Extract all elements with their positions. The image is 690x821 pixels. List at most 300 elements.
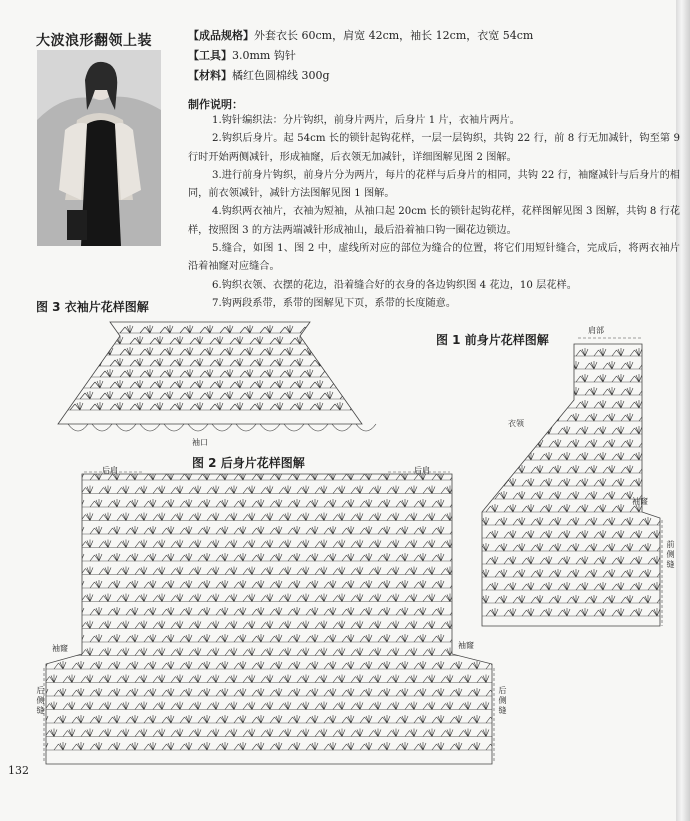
fan-stitch bbox=[600, 348, 606, 356]
chain-stitch bbox=[432, 402, 441, 408]
fan-stitch bbox=[213, 648, 219, 656]
fan-stitch bbox=[267, 369, 273, 377]
chain-stitch bbox=[18, 690, 27, 696]
chain-stitch bbox=[531, 488, 540, 494]
sleeve-diagram bbox=[0, 322, 690, 431]
fan-stitch bbox=[24, 499, 30, 507]
chain-stitch bbox=[9, 623, 18, 629]
fan-stitch bbox=[663, 621, 669, 629]
fan-stitch bbox=[294, 607, 300, 615]
fan-stitch bbox=[429, 621, 435, 629]
chain-stitch bbox=[369, 363, 378, 369]
fan-stitch bbox=[150, 661, 156, 669]
chain-stitch bbox=[657, 597, 666, 603]
fan-stitch bbox=[591, 648, 597, 656]
fan-stitch bbox=[672, 499, 678, 507]
chain-stitch bbox=[0, 428, 9, 434]
fan-stitch bbox=[7, 391, 13, 399]
fan-stitch bbox=[420, 607, 426, 615]
fan-stitch bbox=[636, 478, 642, 486]
chain-stitch bbox=[36, 376, 45, 382]
fan-stitch bbox=[617, 358, 623, 366]
chain-stitch bbox=[540, 350, 549, 356]
chain-stitch bbox=[189, 389, 198, 395]
chain-stitch bbox=[351, 441, 360, 447]
fan-stitch bbox=[573, 648, 579, 656]
cuff-scallop bbox=[188, 424, 208, 431]
chain-stitch bbox=[450, 382, 460, 388]
chain-stitch bbox=[380, 371, 390, 377]
chain-stitch bbox=[27, 597, 36, 603]
fan-stitch bbox=[348, 348, 354, 356]
fan-stitch bbox=[240, 472, 246, 480]
chain-stitch bbox=[459, 596, 468, 602]
fan-stitch bbox=[186, 742, 192, 750]
fan-stitch bbox=[42, 426, 48, 434]
fan-stitch bbox=[483, 387, 489, 395]
fan-stitch bbox=[582, 374, 588, 382]
cuff-scallop bbox=[140, 424, 160, 431]
fan-stitch bbox=[217, 336, 223, 344]
fan-stitch bbox=[78, 661, 84, 669]
fan-stitch bbox=[168, 661, 174, 669]
chain-stitch bbox=[486, 454, 495, 460]
chain-stitch bbox=[324, 428, 333, 434]
chain-stitch bbox=[324, 480, 333, 486]
fan-stitch bbox=[60, 472, 66, 480]
fan-stitch bbox=[258, 661, 264, 669]
chain-stitch bbox=[36, 506, 45, 512]
chain-stitch bbox=[648, 350, 657, 356]
fan-stitch bbox=[447, 387, 453, 395]
fan-stitch bbox=[456, 374, 462, 382]
chain-stitch bbox=[495, 415, 504, 421]
fan-stitch bbox=[537, 358, 543, 366]
fan-stitch bbox=[33, 540, 39, 548]
fan-stitch bbox=[60, 661, 66, 669]
fan-stitch bbox=[330, 661, 336, 669]
chain-stitch bbox=[513, 704, 522, 710]
fan-stitch bbox=[681, 540, 687, 548]
chain-stitch bbox=[370, 382, 380, 388]
chain-stitch bbox=[9, 493, 18, 499]
fan-stitch bbox=[249, 594, 255, 602]
fan-stitch bbox=[51, 361, 57, 369]
fan-stitch bbox=[222, 688, 228, 696]
chain-stitch bbox=[650, 360, 660, 366]
fan-stitch bbox=[141, 729, 147, 737]
fan-stitch bbox=[267, 675, 273, 683]
fan-stitch bbox=[636, 742, 642, 750]
chain-stitch bbox=[72, 501, 81, 507]
fan-stitch bbox=[456, 661, 462, 669]
chain-stitch bbox=[620, 327, 630, 333]
chain-stitch bbox=[18, 528, 27, 534]
chain-stitch bbox=[18, 717, 27, 723]
fan-stitch bbox=[582, 426, 588, 434]
fan-stitch bbox=[474, 634, 480, 642]
fan-stitch bbox=[107, 325, 113, 333]
fan-stitch bbox=[347, 391, 353, 399]
fan-stitch bbox=[303, 361, 309, 369]
chain-stitch bbox=[390, 404, 400, 410]
chain-stitch bbox=[414, 454, 423, 460]
fan-stitch bbox=[69, 702, 75, 710]
chain-stitch bbox=[585, 677, 594, 683]
fan-stitch bbox=[393, 439, 399, 447]
chain-stitch bbox=[420, 349, 430, 355]
fan-stitch bbox=[105, 361, 111, 369]
fan-stitch bbox=[78, 556, 84, 564]
chain-stitch bbox=[675, 623, 684, 629]
chain-stitch bbox=[10, 404, 20, 410]
fan-stitch bbox=[402, 499, 408, 507]
chain-stitch bbox=[72, 582, 81, 588]
chain-stitch bbox=[27, 515, 36, 521]
fan-stitch bbox=[582, 608, 588, 616]
chain-stitch bbox=[108, 532, 117, 538]
chain-stitch bbox=[135, 441, 144, 447]
fan-stitch bbox=[681, 387, 687, 395]
fan-stitch bbox=[347, 325, 353, 333]
fan-stitch bbox=[582, 715, 588, 723]
chain-stitch bbox=[414, 532, 423, 538]
chain-stitch bbox=[567, 515, 576, 521]
fan-stitch bbox=[285, 729, 291, 737]
fan-stitch bbox=[609, 702, 615, 710]
fan-stitch bbox=[312, 499, 318, 507]
fan-stitch bbox=[393, 513, 399, 521]
chain-stitch bbox=[63, 493, 72, 499]
chain-stitch bbox=[153, 415, 162, 421]
chain-stitch bbox=[666, 474, 675, 480]
chain-stitch bbox=[648, 501, 657, 507]
fan-stitch bbox=[96, 661, 102, 669]
fan-stitch bbox=[477, 358, 483, 366]
chain-stitch bbox=[99, 389, 108, 395]
fan-stitch bbox=[681, 621, 687, 629]
chain-stitch bbox=[350, 382, 360, 388]
fan-stitch bbox=[492, 348, 498, 356]
fan-stitch bbox=[258, 688, 264, 696]
chain-stitch bbox=[72, 474, 81, 480]
fan-stitch bbox=[77, 402, 83, 410]
fan-stitch bbox=[312, 553, 318, 561]
fan-stitch bbox=[42, 374, 48, 382]
fan-stitch bbox=[117, 336, 123, 344]
fan-stitch bbox=[114, 688, 120, 696]
chain-stitch bbox=[234, 480, 243, 486]
chain-stitch bbox=[684, 663, 690, 669]
chain-stitch bbox=[459, 467, 468, 473]
chain-stitch bbox=[513, 677, 522, 683]
chain-stitch bbox=[666, 532, 675, 538]
fan-stitch bbox=[527, 391, 533, 399]
chain-stitch bbox=[99, 493, 108, 499]
fan-stitch bbox=[249, 648, 255, 656]
chain-stitch bbox=[0, 501, 9, 507]
chain-stitch bbox=[657, 363, 666, 369]
fan-stitch bbox=[681, 702, 687, 710]
chain-stitch bbox=[360, 327, 370, 333]
fan-stitch bbox=[87, 413, 93, 421]
fan-stitch bbox=[217, 402, 223, 410]
fan-stitch bbox=[195, 413, 201, 421]
fan-stitch bbox=[681, 413, 687, 421]
fan-stitch bbox=[591, 491, 597, 499]
fan-stitch bbox=[645, 648, 651, 656]
fan-stitch bbox=[582, 661, 588, 669]
fan-stitch bbox=[474, 478, 480, 486]
chain-stitch bbox=[648, 744, 657, 750]
cuff-scallop bbox=[260, 424, 280, 431]
fan-stitch bbox=[321, 621, 327, 629]
chain-stitch bbox=[612, 717, 621, 723]
fan-stitch bbox=[609, 517, 615, 525]
fan-stitch bbox=[114, 499, 120, 507]
chain-stitch bbox=[27, 467, 36, 473]
fan-stitch bbox=[654, 504, 660, 512]
chain-stitch bbox=[504, 528, 513, 534]
fan-stitch bbox=[618, 400, 624, 408]
chain-stitch bbox=[603, 542, 612, 548]
fan-stitch bbox=[204, 688, 210, 696]
fan-stitch bbox=[645, 413, 651, 421]
chain-stitch bbox=[324, 532, 333, 538]
fan-stitch bbox=[507, 369, 513, 377]
chain-stitch bbox=[324, 350, 333, 356]
fan-stitch bbox=[105, 439, 111, 447]
chain-stitch bbox=[420, 327, 430, 333]
fan-stitch bbox=[303, 567, 309, 575]
fan-stitch bbox=[377, 336, 383, 344]
chain-stitch bbox=[70, 382, 80, 388]
fan-stitch bbox=[618, 688, 624, 696]
fan-stitch bbox=[393, 729, 399, 737]
fan-stitch bbox=[420, 742, 426, 750]
chain-stitch bbox=[675, 571, 684, 577]
chain-stitch bbox=[414, 402, 423, 408]
chain-stitch bbox=[27, 545, 36, 551]
fan-stitch bbox=[618, 742, 624, 750]
chain-stitch bbox=[450, 454, 459, 460]
chain-stitch bbox=[360, 350, 369, 356]
fan-stitch bbox=[519, 543, 525, 551]
chain-stitch bbox=[684, 480, 690, 486]
chain-stitch bbox=[450, 609, 459, 615]
chain-stitch bbox=[171, 519, 180, 525]
chain-stitch bbox=[320, 349, 330, 355]
fan-stitch bbox=[231, 648, 237, 656]
fan-stitch bbox=[519, 439, 525, 447]
chain-stitch bbox=[180, 428, 189, 434]
chain-stitch bbox=[20, 371, 30, 377]
fan-stitch bbox=[384, 553, 390, 561]
fan-stitch bbox=[47, 347, 53, 355]
fan-stitch bbox=[528, 426, 534, 434]
front-side-seam-label: 前侧缝 bbox=[666, 540, 675, 569]
chain-stitch bbox=[340, 327, 350, 333]
chain-stitch bbox=[378, 402, 387, 408]
chain-stitch bbox=[550, 360, 560, 366]
fan-stitch bbox=[663, 439, 669, 447]
chain-stitch bbox=[612, 690, 621, 696]
fan-stitch bbox=[114, 452, 120, 460]
fan-stitch bbox=[510, 688, 516, 696]
fan-stitch bbox=[287, 391, 293, 399]
fan-stitch bbox=[177, 465, 183, 473]
instruction-step: 4.钩织两衣袖片，衣袖为短袖，从袖口起 20cm 长的锁针起钩花样，花样图解见图 3 图解，共钩 8 行花样，按照图 3 的方法两端减针形成袖山，最后沿着袖口钩一圈花边锁边。 bbox=[188, 206, 680, 236]
fan-stitch bbox=[411, 387, 417, 395]
fan-stitch bbox=[618, 478, 624, 486]
fan-stitch bbox=[267, 513, 273, 521]
fan-stitch bbox=[429, 361, 435, 369]
chain-stitch bbox=[387, 415, 396, 421]
fan-stitch bbox=[367, 369, 373, 377]
chain-stitch bbox=[279, 441, 288, 447]
fan-stitch bbox=[393, 702, 399, 710]
chain-stitch bbox=[162, 480, 171, 486]
chain-stitch bbox=[675, 704, 684, 710]
fan-stitch bbox=[681, 543, 687, 551]
fan-stitch bbox=[456, 530, 462, 538]
chain-stitch bbox=[495, 389, 504, 395]
fan-stitch bbox=[78, 504, 84, 512]
fan-stitch bbox=[105, 567, 111, 575]
chain-stitch bbox=[315, 389, 324, 395]
fan-stitch bbox=[204, 742, 210, 750]
chain-stitch bbox=[670, 404, 680, 410]
fan-stitch bbox=[487, 347, 493, 355]
chain-stitch bbox=[639, 389, 648, 395]
chain-stitch bbox=[477, 493, 486, 499]
fan-stitch bbox=[667, 347, 673, 355]
chain-stitch bbox=[99, 415, 108, 421]
fan-stitch bbox=[591, 675, 597, 683]
fan-stitch bbox=[132, 553, 138, 561]
fan-stitch bbox=[510, 742, 516, 750]
fan-stitch bbox=[330, 499, 336, 507]
fan-stitch bbox=[483, 595, 489, 603]
cuff-scallop bbox=[68, 424, 88, 431]
chain-stitch bbox=[0, 402, 9, 408]
chain-stitch bbox=[9, 488, 18, 494]
fan-stitch bbox=[69, 413, 75, 421]
fan-stitch bbox=[321, 702, 327, 710]
fan-stitch bbox=[15, 543, 21, 551]
fan-stitch bbox=[258, 526, 264, 534]
fan-stitch bbox=[117, 380, 123, 388]
fan-stitch bbox=[213, 513, 219, 521]
chain-stitch bbox=[450, 404, 460, 410]
fan-stitch bbox=[51, 543, 57, 551]
chain-stitch bbox=[495, 677, 504, 683]
chain-stitch bbox=[459, 545, 468, 551]
fan-stitch bbox=[27, 325, 33, 333]
chain-stitch bbox=[144, 480, 153, 486]
fan-stitch bbox=[177, 513, 183, 521]
fan-stitch bbox=[69, 491, 75, 499]
fan-stitch bbox=[627, 569, 633, 577]
chain-stitch bbox=[612, 744, 621, 750]
chain-stitch bbox=[450, 532, 459, 538]
fan-stitch bbox=[627, 347, 633, 355]
fan-stitch bbox=[231, 702, 237, 710]
fan-stitch bbox=[465, 486, 471, 494]
fan-stitch bbox=[537, 729, 543, 737]
fan-stitch bbox=[222, 607, 228, 615]
chain-stitch bbox=[504, 454, 513, 460]
fan-stitch bbox=[123, 413, 129, 421]
chain-stitch bbox=[621, 650, 630, 656]
fan-stitch bbox=[339, 594, 345, 602]
fan-stitch bbox=[24, 580, 30, 588]
fan-stitch bbox=[474, 607, 480, 615]
fan-stitch bbox=[492, 715, 498, 723]
chain-stitch bbox=[81, 441, 90, 447]
fan-stitch bbox=[339, 675, 345, 683]
fan-stitch bbox=[609, 543, 615, 551]
fan-stitch bbox=[294, 374, 300, 382]
chain-stitch bbox=[639, 704, 648, 710]
fan-stitch bbox=[69, 648, 75, 656]
chain-stitch bbox=[610, 360, 620, 366]
fan-stitch bbox=[663, 648, 669, 656]
fan-stitch bbox=[60, 374, 66, 382]
fan-stitch bbox=[447, 369, 453, 377]
fan-stitch bbox=[247, 325, 253, 333]
chain-stitch bbox=[576, 663, 585, 669]
fan-stitch bbox=[303, 621, 309, 629]
chain-stitch bbox=[560, 349, 570, 355]
chain-stitch bbox=[531, 704, 540, 710]
back-side-seam-right-label: 后侧缝 bbox=[498, 686, 507, 715]
fan-stitch bbox=[636, 715, 642, 723]
chain-stitch bbox=[27, 493, 36, 499]
fan-stitch bbox=[24, 530, 30, 538]
fan-stitch bbox=[240, 426, 246, 434]
fan-stitch bbox=[467, 369, 473, 377]
fan-stitch bbox=[132, 607, 138, 615]
fan-stitch bbox=[187, 325, 193, 333]
fan-stitch bbox=[237, 336, 243, 344]
chain-stitch bbox=[405, 519, 414, 525]
chain-stitch bbox=[490, 404, 500, 410]
fan-stitch bbox=[647, 369, 653, 377]
fan-stitch bbox=[564, 715, 570, 723]
chain-stitch bbox=[639, 488, 648, 494]
fan-stitch bbox=[519, 569, 525, 577]
fan-stitch bbox=[168, 452, 174, 460]
chain-stitch bbox=[0, 480, 9, 486]
chain-stitch bbox=[486, 744, 495, 750]
fan-stitch bbox=[582, 400, 588, 408]
fan-stitch bbox=[141, 439, 147, 447]
fan-stitch bbox=[546, 374, 552, 382]
fan-stitch bbox=[0, 702, 3, 710]
chain-stitch bbox=[549, 363, 558, 369]
fan-stitch bbox=[672, 634, 678, 642]
fan-stitch bbox=[7, 369, 13, 377]
fan-stitch bbox=[60, 582, 66, 590]
chain-stitch bbox=[351, 493, 360, 499]
fan-stitch bbox=[0, 517, 3, 525]
fan-stitch bbox=[330, 553, 336, 561]
fan-stitch bbox=[195, 648, 201, 656]
chain-stitch bbox=[9, 519, 18, 525]
chain-stitch bbox=[126, 480, 135, 486]
fan-stitch bbox=[647, 347, 653, 355]
